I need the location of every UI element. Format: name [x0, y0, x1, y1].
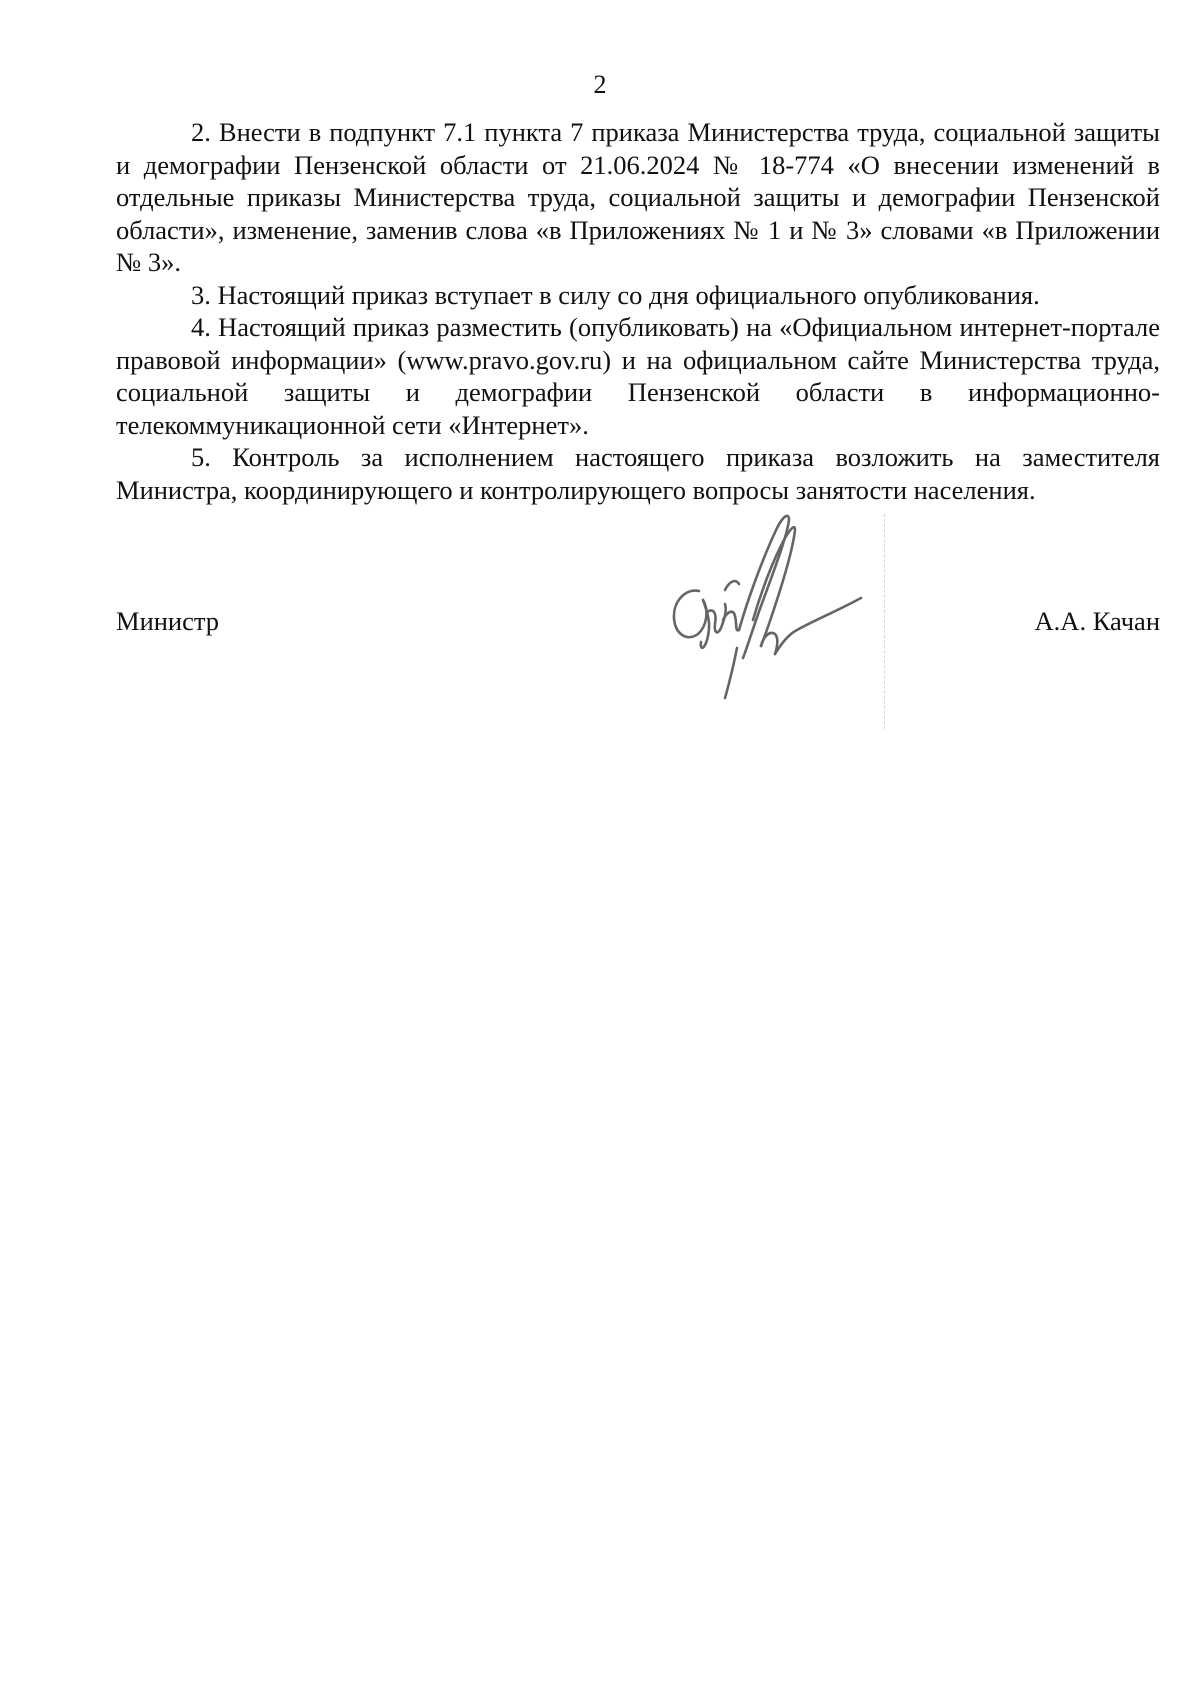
handwritten-signature — [665, 508, 885, 733]
signature-block — [116, 605, 1160, 639]
paragraph-2: 2. Внести в подпункт 7.1 пункта 7 приказа Министерства труда, социальной защиты и демографии Пензенской области от 21.06.2024 № 18-774 «О внесении изменений в отдельные приказы Министерства труда, социальной защиты и демографии Пензенской области», изменение, заменив слова «в Приложениях № 1 и № 3» словами «в Приложении № 3». — [116, 117, 1160, 277]
page-number: 2 — [593, 70, 607, 99]
scan-artifact-line — [884, 514, 886, 729]
paragraph-3: 3. Настоящий приказ вступает в силу со дня официального опубликования. — [191, 279, 1040, 310]
signer-name: А.А. Качан — [1034, 606, 1160, 636]
document-body — [116, 116, 1160, 506]
signer-position: Министр — [116, 606, 220, 636]
paragraph-4: 4. Настоящий приказ разместить (опубликовать) на «Официальном интернет-портале правовой информации» (www.pravo.gov.ru) и на официальном сайте Министерства труда, социальной защиты и демографии Пензенской области в информационно-телекоммуникационной сети «Интернет». — [116, 312, 1160, 440]
paragraph-5: 5. Контроль за исполнением настоящего приказа возложить на заместителя Министра, координирующего и контролирующего вопросы занятости населения. — [116, 442, 1160, 505]
